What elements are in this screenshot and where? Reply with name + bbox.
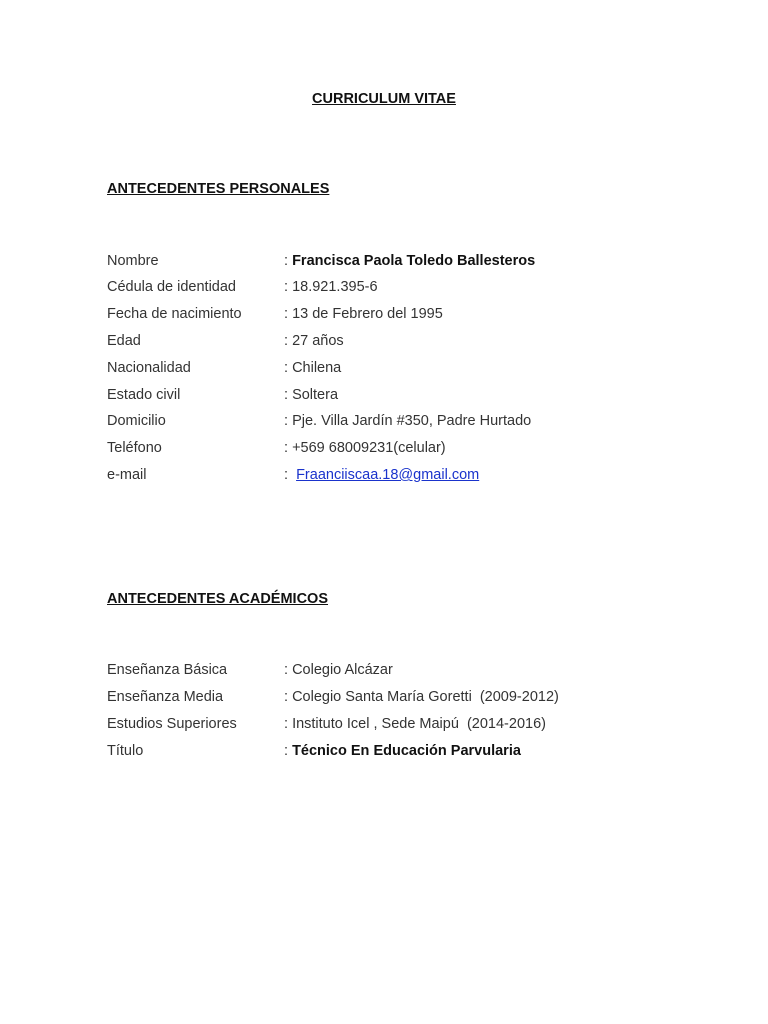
field-value-wrapper	[284, 689, 559, 705]
field-row-telefono	[107, 440, 707, 460]
email-link[interactable]: Fraanciiscaa.18@gmail.com	[296, 467, 480, 483]
section-heading-personal: ANTECEDENTES PERSONALES	[107, 181, 330, 197]
field-value: +569 68009231(celular)	[292, 440, 446, 456]
field-value-wrapper	[284, 413, 531, 429]
field-separator: :	[284, 279, 289, 295]
field-value-wrapper	[284, 387, 338, 403]
field-label: e-mail	[107, 467, 147, 483]
field-value-name: Francisca Paola Toledo Ballesteros	[292, 253, 536, 269]
field-label: Domicilio	[107, 413, 166, 429]
field-row-nacionalidad	[107, 360, 707, 380]
field-value: 27 años	[292, 333, 344, 349]
field-label: Nombre	[107, 253, 159, 269]
document-title	[0, 91, 768, 107]
field-label: Enseñanza Básica	[107, 662, 228, 678]
section-heading-academic: ANTECEDENTES ACADÉMICOS	[107, 591, 329, 607]
field-value-wrapper	[284, 440, 446, 456]
field-value: Pje. Villa Jardín #350, Padre Hurtado	[292, 413, 532, 429]
field-value: Chilena	[292, 360, 342, 376]
field-separator: :	[284, 333, 289, 349]
field-label: Estado civil	[107, 387, 181, 403]
field-value: Soltera	[292, 387, 339, 403]
field-separator: :	[284, 413, 289, 429]
field-row-cedula	[107, 279, 707, 299]
field-separator: :	[284, 689, 289, 705]
field-row-nombre	[107, 253, 707, 273]
field-label: Título	[107, 743, 144, 759]
field-value: Colegio Santa María Goretti (2009-2012)	[292, 689, 559, 705]
field-label: Estudios Superiores	[107, 716, 237, 732]
field-value-wrapper	[284, 716, 546, 732]
field-separator: :	[284, 743, 289, 759]
field-row-edad	[107, 333, 707, 353]
field-row-email	[107, 467, 707, 487]
field-value-title: Técnico En Educación Parvularia	[292, 743, 521, 759]
field-row-domicilio	[107, 413, 707, 433]
field-separator: :	[284, 253, 289, 269]
field-separator: :	[284, 360, 289, 376]
field-row-ensenanza-media	[107, 689, 707, 709]
field-label: Enseñanza Media	[107, 689, 224, 705]
field-value-wrapper	[284, 743, 521, 759]
field-value: Instituto Icel , Sede Maipú (2014-2016)	[292, 716, 546, 732]
field-row-fecha-nacimiento	[107, 306, 707, 326]
field-label: Teléfono	[107, 440, 162, 456]
field-value-wrapper	[284, 333, 344, 349]
field-value: Colegio Alcázar	[292, 662, 393, 678]
field-row-estudios-superiores	[107, 716, 707, 736]
field-value-wrapper	[284, 467, 479, 483]
field-label: Fecha de nacimiento	[107, 306, 242, 322]
field-separator: :	[284, 387, 289, 403]
field-row-ensenanza-basica	[107, 662, 707, 682]
field-label: Nacionalidad	[107, 360, 191, 376]
field-label: Cédula de identidad	[107, 279, 236, 295]
field-value: 13 de Febrero del 1995	[292, 306, 443, 322]
field-label: Edad	[107, 333, 141, 349]
field-value-wrapper	[284, 306, 443, 322]
field-separator: :	[284, 306, 289, 322]
field-value-wrapper	[284, 360, 341, 376]
document-title-text: CURRICULUM VITAE	[312, 91, 456, 107]
field-separator: :	[284, 716, 289, 732]
field-row-estado-civil	[107, 387, 707, 407]
field-value-wrapper	[284, 253, 535, 269]
field-separator: :	[284, 662, 289, 678]
field-separator: :	[284, 440, 289, 456]
field-value-wrapper	[284, 662, 393, 678]
field-row-titulo	[107, 743, 707, 763]
field-value-wrapper	[284, 279, 378, 295]
field-separator: :	[284, 467, 289, 483]
field-value: 18.921.395-6	[292, 279, 378, 295]
